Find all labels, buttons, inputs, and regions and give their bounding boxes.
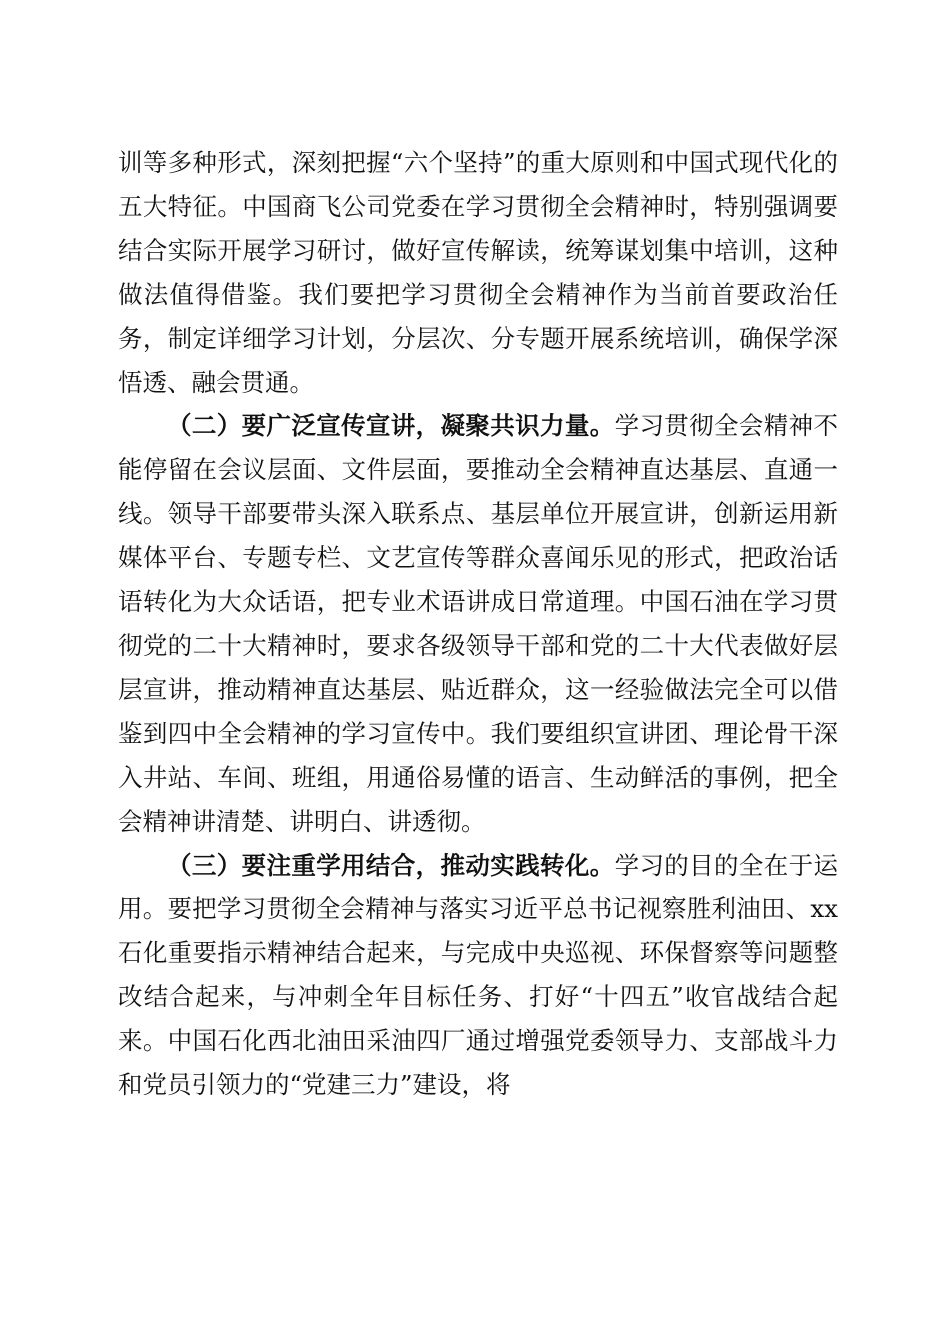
- section-heading-3: （三）要注重学用结合，推动实践转化。: [167, 850, 615, 880]
- paragraph-text: 学习的目的全在于运用。要把学习贯彻全会精神与落实习近平总书记视察胜利油田、xx石化重要指示精神结合起来，与完成中央巡视、环保督察等问题整改结合起来，与冲刺全年目标任务、打好“十四五”收官战结合起来。中国石化西北油田采油四厂通过增强党委领导力、支部战斗力和党员引领力的“党建三力”建设，将: [118, 850, 839, 1100]
- paragraph-section-3: [118, 844, 838, 1107]
- document-body: [118, 141, 838, 1107]
- section-heading-2: （二）要广泛宣传宣讲，凝聚共识力量。: [167, 411, 615, 441]
- paragraph-text: 学习贯彻全会精神不能停留在会议层面、文件层面，要推动全会精神直达基层、直通一线。领导干部要带头深入联系点、基层单位开展宣讲，创新运用新媒体平台、专题专栏、文艺宣传等群众喜闻乐见的形式，把政治话语转化为大众话语，把专业术语讲成日常道理。中国石油在学习贯彻党的二十大精神时，要求各级领导干部和党的二十大代表做好层层宣讲，推动精神直达基层、贴近群众，这一经验做法完全可以借鉴到四中全会精神的学习宣传中。我们要组织宣讲团、理论骨干深入井站、车间、班组，用通俗易懂的语言、生动鲜活的事例，把全会精神讲清楚、讲明白、讲透彻。: [118, 411, 839, 836]
- paragraph-continuation: [118, 141, 838, 404]
- paragraph-section-2: [118, 404, 838, 843]
- paragraph-text: 训等多种形式，深刻把握“六个坚持”的重大原则和中国式现代化的五大特征。中国商飞公司党委在学习贯彻全会精神时，特别强调要结合实际开展学习研讨，做好宣传解读，统筹谋划集中培训，这种做法值得借鉴。我们要把学习贯彻全会精神作为当前首要政治任务，制定详细学习计划，分层次、分专题开展系统培训，确保学深悟透、融会贯通。: [118, 148, 838, 397]
